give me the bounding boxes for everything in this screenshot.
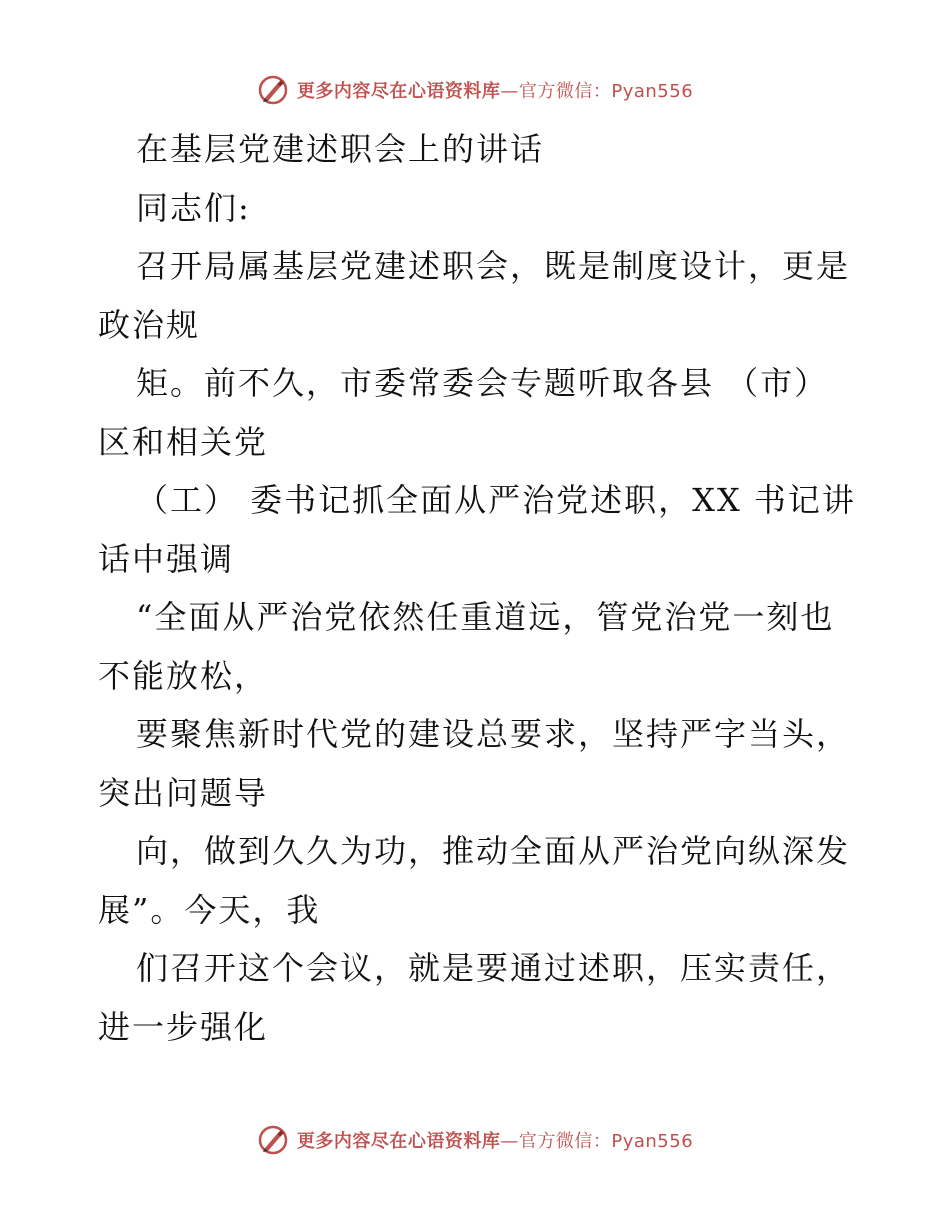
- document-line: 话中强调: [98, 539, 235, 578]
- watermark-dash: —: [500, 81, 519, 102]
- watermark-brand: 更多内容尽在心语资料库: [296, 81, 501, 102]
- document-line: 突出问题导: [98, 773, 269, 812]
- watermark-dash: —: [500, 1131, 519, 1152]
- watermark-brand: 更多内容尽在心语资料库: [296, 1131, 501, 1152]
- pen-logo-icon: [257, 1124, 289, 1156]
- document-line: 召开局属基层党建述职会，既是制度设计，更是: [136, 247, 851, 285]
- watermark-wechat: 官方微信：Pyan556: [518, 81, 694, 102]
- document-line: 进一步强化: [98, 1007, 269, 1046]
- footer-watermark: [0, 1120, 950, 1160]
- document-line: （工） 委书记抓全面从严治党述职，XX 书记讲: [136, 481, 856, 519]
- document-line: 政治规: [98, 305, 201, 344]
- document-line: 矩。前不久，市委常委会专题听取各县 （市）: [136, 364, 829, 402]
- header-watermark: [0, 70, 950, 110]
- watermark-text: [297, 77, 693, 103]
- document-line: 展”。今天，我: [98, 890, 321, 929]
- watermark-wechat: 官方微信：Pyan556: [518, 1131, 694, 1152]
- document-line: 向，做到久久为功，推动全面从严治党向纵深发: [136, 832, 851, 870]
- document-line: 同志们:: [136, 188, 251, 227]
- document-line: 们召开这个会议，就是要通过述职，压实责任，: [136, 949, 851, 987]
- document-lines: [98, 179, 858, 1057]
- pen-logo-icon: [257, 74, 289, 106]
- document-line: 不能放松，: [98, 656, 269, 695]
- document-title: 在基层党建述职会上的讲话: [136, 130, 545, 168]
- document-line: 要聚焦新时代党的建设总要求，坚持严字当头，: [136, 715, 851, 753]
- document-body: [98, 120, 858, 1056]
- document-line: 区和相关党: [98, 422, 269, 461]
- watermark-text: [297, 1127, 693, 1153]
- document-line: “全面从严治党依然任重道远，管党治党一刻也: [136, 598, 835, 636]
